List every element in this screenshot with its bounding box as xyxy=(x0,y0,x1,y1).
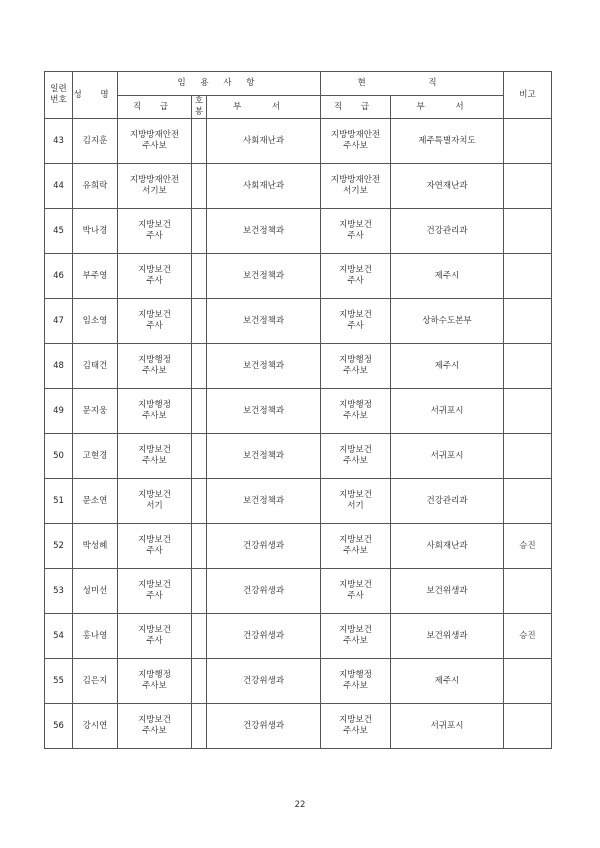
header-note: 비고 xyxy=(504,72,552,119)
row-current-rank: 지방보건 주사 xyxy=(321,299,391,344)
table-row xyxy=(45,299,552,344)
row-step xyxy=(192,434,207,479)
row-note xyxy=(504,569,552,614)
header-row-sub xyxy=(45,96,552,119)
table-row xyxy=(45,704,552,749)
row-number: 43 xyxy=(45,119,73,164)
row-number: 53 xyxy=(45,569,73,614)
row-step xyxy=(192,209,207,254)
row-appointed-department: 사회재난과 xyxy=(207,119,321,164)
header-rank: 직 급 xyxy=(118,96,192,119)
row-appointed-rank: 지방보건 주사보 xyxy=(118,704,192,749)
row-appointed-rank: 지방보건 주사 xyxy=(118,209,192,254)
row-note xyxy=(504,344,552,389)
table-row xyxy=(45,524,552,569)
row-number: 52 xyxy=(45,524,73,569)
row-appointed-department: 보건정책과 xyxy=(207,254,321,299)
row-number: 46 xyxy=(45,254,73,299)
row-name: 김은지 xyxy=(73,659,118,704)
row-appointed-rank: 지방방재안전 주사보 xyxy=(118,119,192,164)
row-number: 54 xyxy=(45,614,73,659)
row-appointed-department: 보건정책과 xyxy=(207,209,321,254)
row-number: 48 xyxy=(45,344,73,389)
row-name: 문소연 xyxy=(73,479,118,524)
row-note xyxy=(504,254,552,299)
row-appointed-department: 보건정책과 xyxy=(207,434,321,479)
row-name: 박나경 xyxy=(73,209,118,254)
header-department: 부 서 xyxy=(207,96,321,119)
row-number: 45 xyxy=(45,209,73,254)
row-step xyxy=(192,119,207,164)
row-note xyxy=(504,479,552,524)
row-step xyxy=(192,614,207,659)
row-current-rank: 지방보건 주사 xyxy=(321,569,391,614)
row-current-department: 서귀포시 xyxy=(391,389,504,434)
header-row-top xyxy=(45,72,552,96)
row-name: 유희락 xyxy=(73,164,118,209)
row-appointed-department: 건강위생과 xyxy=(207,614,321,659)
row-current-department: 건강관리과 xyxy=(391,479,504,524)
row-appointed-rank: 지방보건 주사보 xyxy=(118,434,192,479)
row-step xyxy=(192,299,207,344)
row-current-department: 사회재난과 xyxy=(391,524,504,569)
row-current-rank: 지방보건 주사보 xyxy=(321,704,391,749)
row-step xyxy=(192,524,207,569)
row-appointed-rank: 지방방재안전 서기보 xyxy=(118,164,192,209)
row-appointed-rank: 지방보건 주사 xyxy=(118,524,192,569)
row-current-rank: 지방보건 주사 xyxy=(321,209,391,254)
table-row xyxy=(45,614,552,659)
row-number: 44 xyxy=(45,164,73,209)
row-number: 56 xyxy=(45,704,73,749)
page-number: 22 xyxy=(294,800,306,810)
header-current-rank: 직 급 xyxy=(321,96,391,119)
header-current-department: 부 서 xyxy=(391,96,504,119)
row-appointed-rank: 지방보건 주사 xyxy=(118,569,192,614)
row-appointed-department: 건강위생과 xyxy=(207,524,321,569)
row-name: 김지훈 xyxy=(73,119,118,164)
row-name: 박성혜 xyxy=(73,524,118,569)
header-appointment: 임 용 사 항 xyxy=(118,72,321,96)
row-current-department: 건강관리과 xyxy=(391,209,504,254)
row-appointed-rank: 지방보건 주사 xyxy=(118,614,192,659)
row-current-department: 상하수도본부 xyxy=(391,299,504,344)
row-appointed-department: 건강위생과 xyxy=(207,569,321,614)
row-current-rank: 지방보건 서기 xyxy=(321,479,391,524)
row-note xyxy=(504,119,552,164)
row-step xyxy=(192,254,207,299)
personnel-table xyxy=(44,71,552,749)
row-note xyxy=(504,434,552,479)
row-note: 승진 xyxy=(504,524,552,569)
row-current-rank: 지방보건 주사 xyxy=(321,254,391,299)
row-step xyxy=(192,389,207,434)
row-appointed-rank: 지방보건 서기 xyxy=(118,479,192,524)
row-name: 성미선 xyxy=(73,569,118,614)
row-step xyxy=(192,344,207,389)
row-current-department: 서귀포시 xyxy=(391,434,504,479)
row-current-rank: 지방보건 주사보 xyxy=(321,614,391,659)
row-note xyxy=(504,164,552,209)
row-current-department: 보건위생과 xyxy=(391,569,504,614)
row-current-department: 서귀포시 xyxy=(391,704,504,749)
row-current-rank: 지방방재안전 주사보 xyxy=(321,119,391,164)
row-step xyxy=(192,164,207,209)
table-row xyxy=(45,344,552,389)
header-name: 성 명 xyxy=(73,72,118,119)
table-row xyxy=(45,659,552,704)
row-name: 홍나영 xyxy=(73,614,118,659)
table-row xyxy=(45,434,552,479)
row-appointed-rank: 지방보건 주사 xyxy=(118,254,192,299)
row-appointed-department: 사회재난과 xyxy=(207,164,321,209)
row-name: 부주영 xyxy=(73,254,118,299)
row-number: 47 xyxy=(45,299,73,344)
row-note xyxy=(504,209,552,254)
table-row xyxy=(45,569,552,614)
table-row xyxy=(45,119,552,164)
row-step xyxy=(192,479,207,524)
header-step: 호봉 xyxy=(192,96,207,119)
row-name: 강시연 xyxy=(73,704,118,749)
row-current-department: 제주시 xyxy=(391,254,504,299)
table-row xyxy=(45,209,552,254)
header-current-position: 현 직 xyxy=(321,72,504,96)
row-appointed-department: 건강위생과 xyxy=(207,659,321,704)
row-number: 51 xyxy=(45,479,73,524)
table-row xyxy=(45,164,552,209)
row-current-department: 자연재난과 xyxy=(391,164,504,209)
row-step xyxy=(192,704,207,749)
row-current-department: 제주시 xyxy=(391,344,504,389)
row-current-rank: 지방보건 주사보 xyxy=(321,434,391,479)
row-note: 승진 xyxy=(504,614,552,659)
row-note xyxy=(504,704,552,749)
row-name: 문지웅 xyxy=(73,389,118,434)
row-appointed-rank: 지방행정 주사보 xyxy=(118,659,192,704)
row-current-department: 보건위생과 xyxy=(391,614,504,659)
row-appointed-department: 보건정책과 xyxy=(207,479,321,524)
row-appointed-department: 건강위생과 xyxy=(207,704,321,749)
table-body xyxy=(45,119,552,749)
row-number: 50 xyxy=(45,434,73,479)
row-appointed-rank: 지방행정 주사보 xyxy=(118,389,192,434)
row-note xyxy=(504,389,552,434)
row-number: 49 xyxy=(45,389,73,434)
row-current-rank: 지방행정 주사보 xyxy=(321,659,391,704)
row-current-rank: 지방행정 주사보 xyxy=(321,389,391,434)
row-current-department: 제주특별자치도 xyxy=(391,119,504,164)
row-appointed-department: 보건정책과 xyxy=(207,299,321,344)
row-note xyxy=(504,659,552,704)
row-step xyxy=(192,659,207,704)
row-current-rank: 지방행정 주사보 xyxy=(321,344,391,389)
table-row xyxy=(45,254,552,299)
row-appointed-rank: 지방행정 주사보 xyxy=(118,344,192,389)
row-appointed-rank: 지방보건 주사 xyxy=(118,299,192,344)
table-row xyxy=(45,479,552,524)
row-current-rank: 지방보건 주사보 xyxy=(321,524,391,569)
table-row xyxy=(45,389,552,434)
row-current-rank: 지방방재안전 서기보 xyxy=(321,164,391,209)
row-current-department: 제주시 xyxy=(391,659,504,704)
header-serial-number: 일련 번호 xyxy=(45,72,73,119)
row-step xyxy=(192,569,207,614)
row-note xyxy=(504,299,552,344)
row-number: 55 xyxy=(45,659,73,704)
row-name: 김태건 xyxy=(73,344,118,389)
row-appointed-department: 보건정책과 xyxy=(207,389,321,434)
row-appointed-department: 보건정책과 xyxy=(207,344,321,389)
row-name: 고현경 xyxy=(73,434,118,479)
row-name: 임소영 xyxy=(73,299,118,344)
